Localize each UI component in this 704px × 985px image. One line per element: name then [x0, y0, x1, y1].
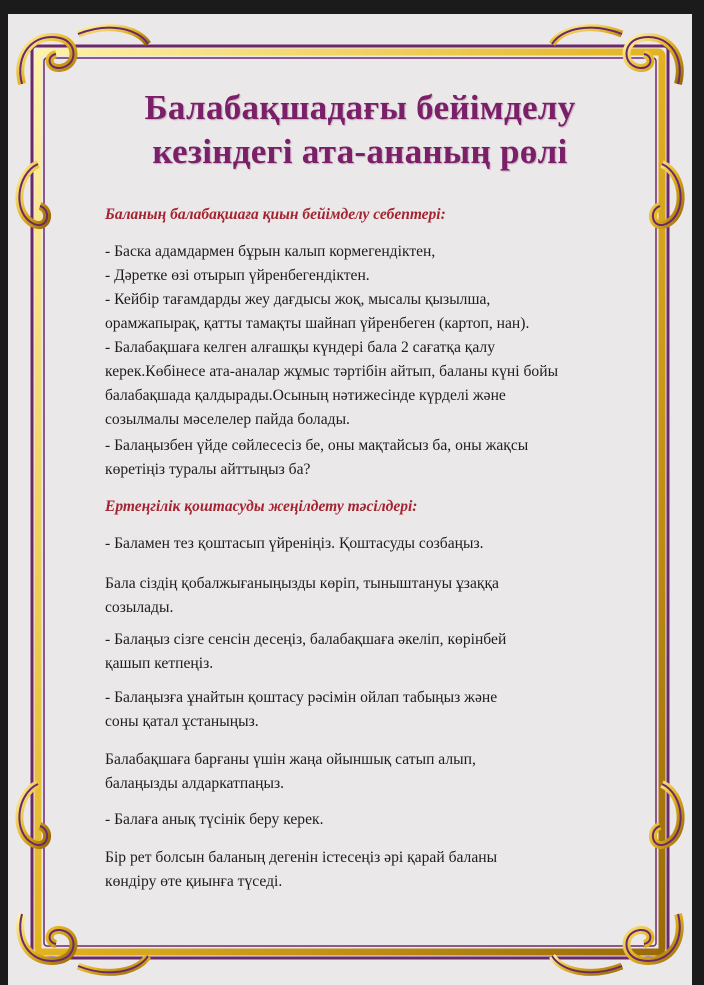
- poster: [8, 14, 692, 985]
- section-1-line: балабақшада қалдырады.Осының нәтижесінде күрделі және: [105, 387, 506, 404]
- section-2-line: Бір рет болсын баланың дегенін істесеңіз әрі қарай баланы: [105, 849, 498, 866]
- poster-content: [8, 14, 692, 985]
- section-2-heading: Ертеңгілік қоштасуды жеңілдету тәсілдері:: [105, 498, 418, 515]
- section-2-line: Бала сіздің қобалжығаныңызды көріп, тыныштануы ұзаққа: [105, 575, 499, 592]
- section-2-line: - Балаңызға ұнайтын қоштасу рәсімін ойлап табыңыз және: [105, 689, 498, 706]
- section-1-line: - Кейбір тағамдарды жеу дағдысы жоқ, мысалы қызылша,: [105, 291, 491, 308]
- section-1-line: - Баска адамдармен бұрын калып кормегендіктен,: [105, 243, 436, 260]
- section-1-line: керек.Көбінесе ата-аналар жұмыс тәртібін айтып, баланы күні бойы: [105, 363, 559, 380]
- section-1-heading: Баланың балабақшаға қиын бейімделу себептері:: [105, 206, 446, 223]
- section-1-line: орамжапырақ, қатты тамақты шайнап үйренбеген (картоп, нан).: [105, 315, 530, 332]
- section-2-line: соны қатал ұстаныңыз.: [105, 713, 259, 730]
- section-1-line: - Балабақшаға келген алғашқы күндері бала 2 сағатқа қалу: [105, 339, 496, 356]
- section-2-line: - Балаңыз сізге сенсін десеңіз, балабақшаға әкеліп, көрінбей: [105, 631, 507, 648]
- section-2-line: көндіру өте қиынға түседі.: [105, 873, 283, 890]
- title-line-1: Балабақшадағы бейімделу: [144, 88, 576, 127]
- section-1-line: көретіңіз туралы айттыңыз ба?: [105, 461, 311, 478]
- section-1-line: - Балаңызбен үйде сөйлесесіз бе, оны мақтайсыз ба, оны жақсы: [105, 437, 529, 454]
- section-1-line: созылмалы мәселелер пайда болады.: [105, 411, 350, 428]
- section-2-line: созылады.: [105, 599, 174, 616]
- title-line-2: кезіндегі ата-ананың рөлі: [152, 132, 568, 171]
- section-2-line: Балабақшаға барғаны үшін жаңа ойыншық сатып алып,: [105, 751, 476, 768]
- section-2-line: - Баламен тез қоштасып үйреніңіз. Қоштасуды созбаңыз.: [105, 535, 484, 552]
- section-2-line: қашып кетпеңіз.: [105, 655, 214, 672]
- section-2-line: - Балаға анық түсінік беру керек.: [105, 811, 324, 828]
- section-1-line: - Дәретке өзі отырып үйренбегендіктен.: [105, 267, 370, 284]
- section-2-line: балаңызды алдаркатпаңыз.: [105, 775, 285, 792]
